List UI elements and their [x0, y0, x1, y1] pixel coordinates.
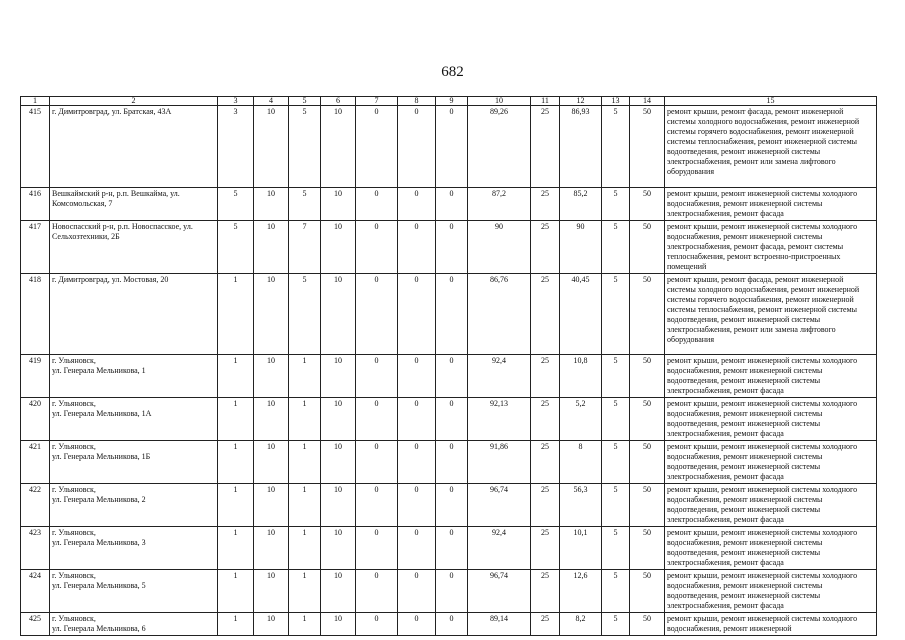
value-cell: 0 [436, 106, 468, 188]
value-cell: 1 [289, 398, 321, 441]
value-cell: 10 [254, 398, 289, 441]
page-number: 682 [441, 64, 464, 80]
value-cell: 0 [356, 570, 398, 613]
address-cell: г. Ульяновск, ул. Генерала Мельникова, 2 [50, 484, 218, 527]
row-number-cell: 417 [21, 221, 50, 274]
value-cell: 0 [436, 188, 468, 221]
value-cell: 25 [531, 527, 560, 570]
value-cell: 5,2 [560, 398, 602, 441]
value-cell: 0 [436, 613, 468, 636]
address-cell: г. Димитровград, ул. Братская, 43А [50, 106, 218, 188]
column-header: 1 [21, 97, 50, 106]
column-header: 6 [321, 97, 356, 106]
value-cell: 10 [254, 355, 289, 398]
address-cell: г. Ульяновск, ул. Генерала Мельникова, 1Б [50, 441, 218, 484]
value-cell: 10 [254, 106, 289, 188]
value-cell: 25 [531, 221, 560, 274]
row-number-cell: 424 [21, 570, 50, 613]
column-header: 5 [289, 97, 321, 106]
column-header: 7 [356, 97, 398, 106]
value-cell: 50 [630, 570, 665, 613]
value-cell: 25 [531, 570, 560, 613]
table-row [21, 398, 877, 441]
value-cell: 5 [602, 570, 630, 613]
value-cell: 1 [289, 613, 321, 636]
value-cell: 1 [289, 355, 321, 398]
value-cell: 86,76 [468, 274, 531, 355]
column-header: 3 [218, 97, 254, 106]
value-cell: 0 [356, 527, 398, 570]
works-cell: ремонт крыши, ремонт инженерной системы холодного водоснабжения, ремонт инженерной системы электроснабжения, ремонт фасада, ремонт системы теплоснабжения, ремонт встроенно-пристроенных помещений [665, 221, 877, 274]
value-cell: 25 [531, 398, 560, 441]
value-cell: 91,86 [468, 441, 531, 484]
value-cell: 1 [289, 484, 321, 527]
row-number-cell: 418 [21, 274, 50, 355]
table-row [21, 274, 877, 355]
column-header: 13 [602, 97, 630, 106]
value-cell: 10 [254, 613, 289, 636]
row-number-cell: 416 [21, 188, 50, 221]
value-cell: 5 [218, 221, 254, 274]
value-cell: 25 [531, 484, 560, 527]
value-cell: 0 [398, 274, 436, 355]
row-number-cell: 419 [21, 355, 50, 398]
value-cell: 1 [218, 570, 254, 613]
value-cell: 10 [321, 613, 356, 636]
value-cell: 86,93 [560, 106, 602, 188]
value-cell: 50 [630, 221, 665, 274]
value-cell: 10 [254, 570, 289, 613]
table-row [21, 613, 877, 636]
value-cell: 0 [398, 221, 436, 274]
value-cell: 5 [602, 484, 630, 527]
value-cell: 50 [630, 398, 665, 441]
value-cell: 1 [218, 613, 254, 636]
address-cell: г. Ульяновск, ул. Генерала Мельникова, 6 [50, 613, 218, 636]
value-cell: 0 [356, 188, 398, 221]
works-cell: ремонт крыши, ремонт инженерной системы холодного водоснабжения, ремонт инженерной системы электроснабжения, ремонт фасада [665, 188, 877, 221]
value-cell: 0 [436, 527, 468, 570]
value-cell: 0 [398, 398, 436, 441]
table-row [21, 527, 877, 570]
value-cell: 0 [398, 188, 436, 221]
value-cell: 50 [630, 484, 665, 527]
value-cell: 90 [468, 221, 531, 274]
table-row [21, 221, 877, 274]
value-cell: 10 [321, 355, 356, 398]
value-cell: 1 [218, 527, 254, 570]
value-cell: 0 [436, 484, 468, 527]
value-cell: 10 [254, 221, 289, 274]
column-header: 9 [436, 97, 468, 106]
value-cell: 10 [254, 188, 289, 221]
value-cell: 5 [602, 221, 630, 274]
value-cell: 10 [254, 484, 289, 527]
value-cell: 85,2 [560, 188, 602, 221]
value-cell: 50 [630, 188, 665, 221]
table-body [21, 106, 877, 636]
row-number-cell: 421 [21, 441, 50, 484]
value-cell: 10 [321, 106, 356, 188]
value-cell: 1 [289, 441, 321, 484]
value-cell: 0 [398, 527, 436, 570]
value-cell: 10,1 [560, 527, 602, 570]
address-cell: г. Ульяновск, ул. Генерала Мельникова, 1А [50, 398, 218, 441]
value-cell: 5 [602, 398, 630, 441]
value-cell: 10 [321, 274, 356, 355]
table-row [21, 106, 877, 188]
value-cell: 1 [289, 527, 321, 570]
value-cell: 25 [531, 355, 560, 398]
value-cell: 0 [356, 274, 398, 355]
works-cell: ремонт крыши, ремонт инженерной системы холодного водоснабжения, ремонт инженерной системы водоотведения, ремонт инженерной системы электроснабжения, ремонт фасада [665, 484, 877, 527]
value-cell: 8,2 [560, 613, 602, 636]
value-cell: 50 [630, 106, 665, 188]
value-cell: 0 [436, 221, 468, 274]
value-cell: 0 [398, 570, 436, 613]
row-number-cell: 425 [21, 613, 50, 636]
value-cell: 5 [289, 274, 321, 355]
value-cell: 0 [436, 570, 468, 613]
works-cell: ремонт крыши, ремонт фасада, ремонт инженерной системы холодного водоснабжения, ремонт инженерной системы горячего водоснабжения, ремонт инженерной системы теплоснабжения, ремонт инженерной системы водоотведения, ремонт инженерной системы электроснабжения, ремонт или замена лифтового оборудования [665, 274, 877, 355]
value-cell: 5 [289, 188, 321, 221]
value-cell: 25 [531, 188, 560, 221]
value-cell: 50 [630, 355, 665, 398]
value-cell: 10 [254, 527, 289, 570]
value-cell: 5 [602, 355, 630, 398]
row-number-cell: 420 [21, 398, 50, 441]
column-header: 14 [630, 97, 665, 106]
value-cell: 56,3 [560, 484, 602, 527]
value-cell: 5 [289, 106, 321, 188]
value-cell: 1 [218, 441, 254, 484]
value-cell: 0 [436, 398, 468, 441]
value-cell: 0 [398, 355, 436, 398]
value-cell: 92,13 [468, 398, 531, 441]
value-cell: 5 [602, 613, 630, 636]
table-row [21, 570, 877, 613]
column-header: 4 [254, 97, 289, 106]
value-cell: 5 [602, 527, 630, 570]
value-cell: 50 [630, 441, 665, 484]
value-cell: 0 [398, 441, 436, 484]
value-cell: 1 [218, 398, 254, 441]
works-cell: ремонт крыши, ремонт инженерной системы холодного водоснабжения, ремонт инженерной системы водоотведения, ремонт инженерной системы электроснабжения, ремонт фасада [665, 355, 877, 398]
value-cell: 5 [602, 441, 630, 484]
value-cell: 87,2 [468, 188, 531, 221]
value-cell: 1 [218, 484, 254, 527]
value-cell: 0 [356, 398, 398, 441]
table-header [21, 97, 877, 106]
value-cell: 0 [356, 441, 398, 484]
value-cell: 10 [321, 570, 356, 613]
value-cell: 0 [356, 613, 398, 636]
value-cell: 1 [289, 570, 321, 613]
row-number-cell: 422 [21, 484, 50, 527]
works-cell: ремонт крыши, ремонт инженерной системы холодного водоснабжения, ремонт инженерной системы водоотведения, ремонт инженерной системы электроснабжения, ремонт фасада [665, 441, 877, 484]
address-cell: г. Ульяновск, ул. Генерала Мельникова, 1 [50, 355, 218, 398]
value-cell: 10 [321, 527, 356, 570]
value-cell: 25 [531, 441, 560, 484]
value-cell: 8 [560, 441, 602, 484]
value-cell: 10 [321, 188, 356, 221]
value-cell: 0 [398, 106, 436, 188]
data-table [20, 96, 877, 636]
value-cell: 0 [356, 106, 398, 188]
table-row [21, 355, 877, 398]
address-cell: г. Димитровград, ул. Мостовая, 20 [50, 274, 218, 355]
value-cell: 92,4 [468, 355, 531, 398]
value-cell: 10 [321, 441, 356, 484]
value-cell: 25 [531, 613, 560, 636]
works-cell: ремонт крыши, ремонт фасада, ремонт инженерной системы холодного водоснабжения, ремонт инженерной системы горячего водоснабжения, ремонт инженерной системы теплоснабжения, ремонт инженерной системы водоотведения, ремонт инженерной системы электроснабжения, ремонт или замена лифтового оборудования [665, 106, 877, 188]
column-header: 11 [531, 97, 560, 106]
value-cell: 25 [531, 274, 560, 355]
works-cell: ремонт крыши, ремонт инженерной системы холодного водоснабжения, ремонт инженерной системы водоотведения, ремонт инженерной системы электроснабжения, ремонт фасада [665, 398, 877, 441]
value-cell: 5 [602, 106, 630, 188]
value-cell: 92,4 [468, 527, 531, 570]
value-cell: 89,26 [468, 106, 531, 188]
works-cell: ремонт крыши, ремонт инженерной системы холодного водоснабжения, ремонт инженерной системы водоотведения, ремонт инженерной системы электроснабжения, ремонт фасада [665, 570, 877, 613]
value-cell: 50 [630, 274, 665, 355]
value-cell: 0 [356, 355, 398, 398]
value-cell: 0 [436, 355, 468, 398]
value-cell: 10 [321, 398, 356, 441]
value-cell: 1 [218, 274, 254, 355]
value-cell: 10 [254, 441, 289, 484]
value-cell: 5 [218, 188, 254, 221]
value-cell: 96,74 [468, 570, 531, 613]
table-row [21, 484, 877, 527]
address-cell: Новоспасский р-н, р.п. Новоспасское, ул. Сельхозтехники, 2Б [50, 221, 218, 274]
address-cell: Вешкаймский р-н, р.п. Вешкайма, ул. Комсомольская, 7 [50, 188, 218, 221]
table-row [21, 188, 877, 221]
column-header: 8 [398, 97, 436, 106]
value-cell: 10 [254, 274, 289, 355]
row-number-cell: 415 [21, 106, 50, 188]
value-cell: 7 [289, 221, 321, 274]
works-cell: ремонт крыши, ремонт инженерной системы холодного водоснабжения, ремонт инженерной системы водоотведения, ремонт инженерной системы электроснабжения, ремонт фасада [665, 527, 877, 570]
value-cell: 90 [560, 221, 602, 274]
address-cell: г. Ульяновск, ул. Генерала Мельникова, 3 [50, 527, 218, 570]
table-row [21, 441, 877, 484]
value-cell: 96,74 [468, 484, 531, 527]
value-cell: 0 [436, 441, 468, 484]
value-cell: 89,14 [468, 613, 531, 636]
value-cell: 5 [602, 274, 630, 355]
value-cell: 10,8 [560, 355, 602, 398]
value-cell: 1 [218, 355, 254, 398]
value-cell: 0 [356, 221, 398, 274]
column-header: 12 [560, 97, 602, 106]
column-header: 2 [50, 97, 218, 106]
value-cell: 3 [218, 106, 254, 188]
column-header: 10 [468, 97, 531, 106]
value-cell: 0 [356, 484, 398, 527]
column-header: 15 [665, 97, 877, 106]
value-cell: 50 [630, 527, 665, 570]
value-cell: 40,45 [560, 274, 602, 355]
value-cell: 0 [436, 274, 468, 355]
value-cell: 12,6 [560, 570, 602, 613]
value-cell: 0 [398, 613, 436, 636]
works-cell: ремонт крыши, ремонт инженерной системы холодного водоснабжения, ремонт инженерной [665, 613, 877, 636]
value-cell: 25 [531, 106, 560, 188]
value-cell: 50 [630, 613, 665, 636]
address-cell: г. Ульяновск, ул. Генерала Мельникова, 5 [50, 570, 218, 613]
value-cell: 0 [398, 484, 436, 527]
value-cell: 10 [321, 221, 356, 274]
value-cell: 10 [321, 484, 356, 527]
row-number-cell: 423 [21, 527, 50, 570]
value-cell: 5 [602, 188, 630, 221]
